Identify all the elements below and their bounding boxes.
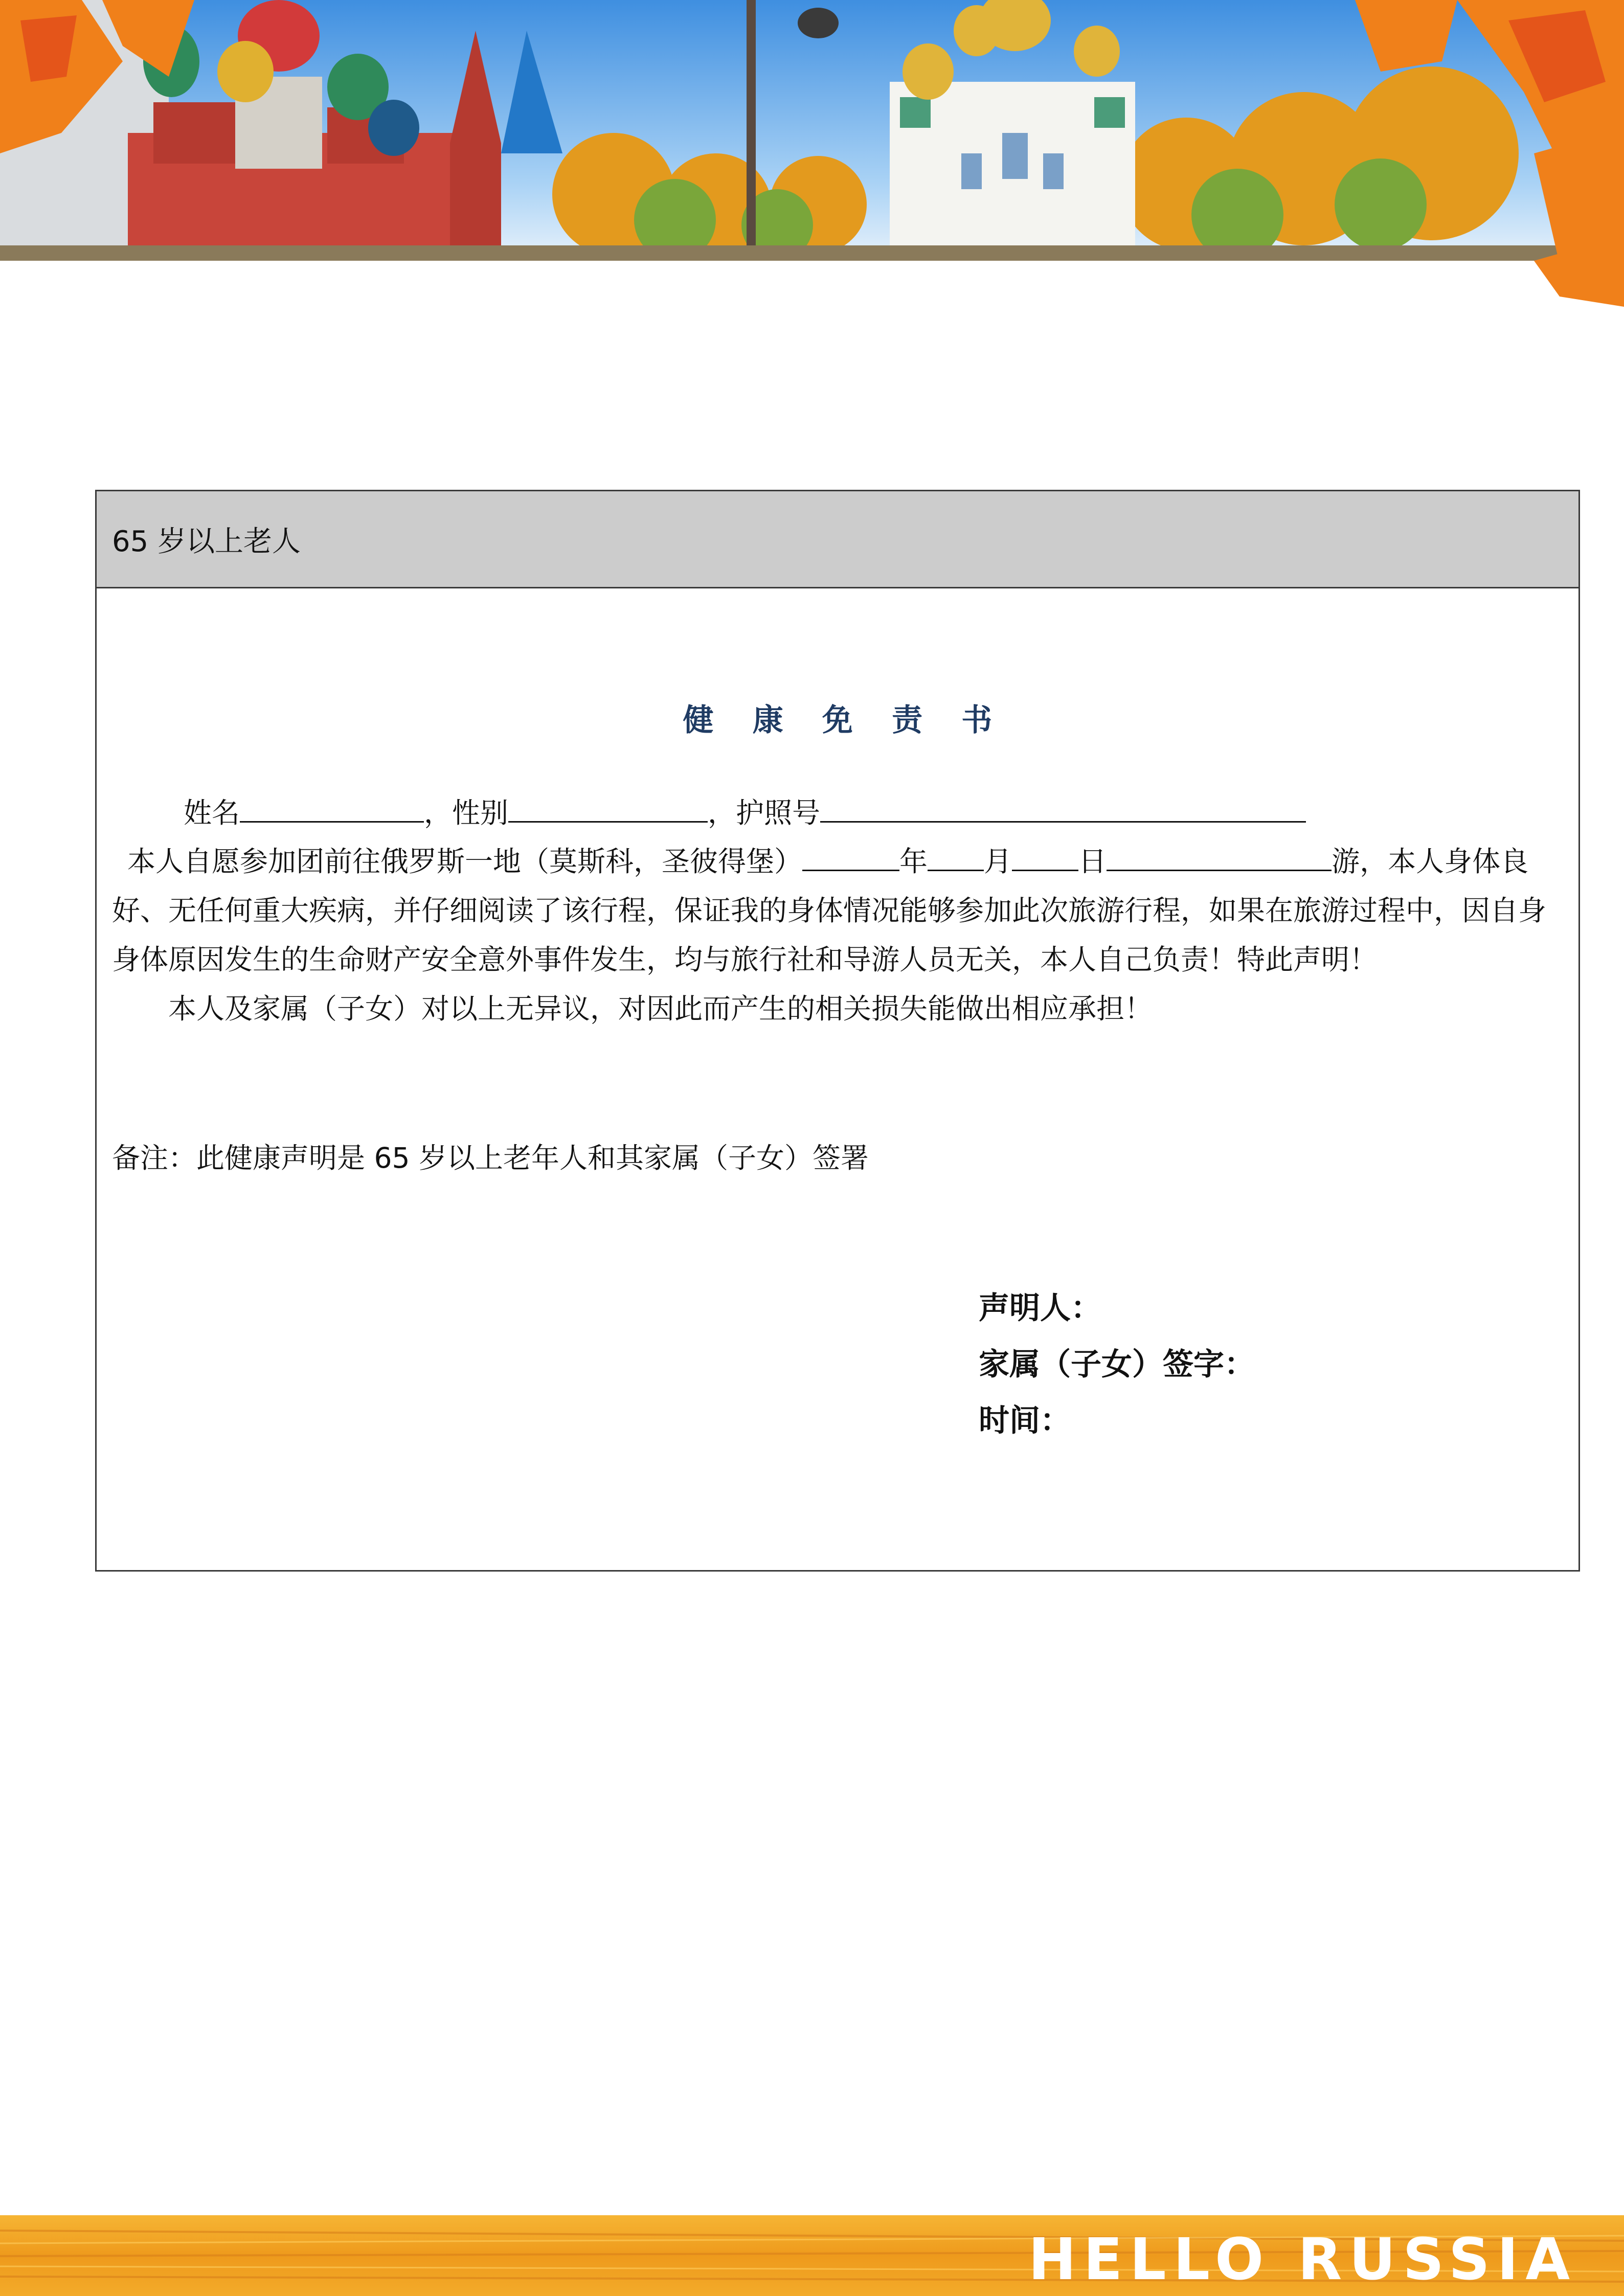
health-statement-line-3: 身体原因发生的生命财产安全意外事件发生，均与旅行社和导游人员无关，本人自己负责！特此声明！	[112, 943, 1378, 976]
health-statement-start: 游，本人身体良	[1332, 845, 1529, 878]
month-field[interactable]	[928, 847, 984, 871]
personal-info-line	[184, 790, 1306, 831]
gender-label: ，性别	[424, 797, 509, 829]
form-header-label: 65 岁以上老人	[112, 525, 301, 558]
date-signature-label[interactable]: 时间：	[979, 1403, 1071, 1439]
passport-label: ，护照号	[708, 797, 821, 829]
gender-field[interactable]	[508, 799, 708, 823]
document-title	[97, 696, 1578, 740]
month-label: 月	[984, 845, 1012, 878]
banner-illustration	[0, 0, 1624, 307]
title-char: 健	[683, 702, 714, 738]
declarant-signature-label[interactable]: 声明人：	[979, 1290, 1101, 1326]
title-char: 责	[892, 702, 923, 738]
title-char: 书	[961, 702, 993, 738]
travel-date-line	[127, 839, 1528, 879]
year-field[interactable]	[802, 847, 899, 871]
passport-field[interactable]	[820, 799, 1306, 823]
footer-banner	[0, 2215, 1624, 2296]
tour-field[interactable]	[1107, 847, 1332, 871]
family-signature-label[interactable]: 家属（子女）签字：	[979, 1347, 1255, 1382]
day-label: 日	[1078, 845, 1107, 878]
lamp-post	[747, 0, 756, 261]
hello-russia-text: HELLO RUSSIA	[1028, 2226, 1577, 2293]
health-waiver-form	[95, 490, 1580, 1572]
trip-description: 本人自愿参加团前往俄罗斯一地（莫斯科，圣彼得堡）	[127, 845, 803, 878]
day-field[interactable]	[1012, 847, 1078, 871]
health-statement-line-2: 好、无任何重大疾病，并仔细阅读了该行程，保证我的身体情况能够参加此次旅游行程，如果在旅游过程中，因自身	[112, 894, 1547, 927]
title-char: 免	[822, 702, 853, 738]
title-char: 康	[752, 702, 783, 738]
header-banner	[0, 0, 1624, 307]
year-label: 年	[899, 845, 928, 878]
family-consent-text: 本人及家属（子女）对以上无异议，对因此而产生的相关损失能做出相应承担！	[168, 992, 1153, 1025]
form-header	[97, 491, 1578, 588]
name-label: 姓名	[184, 797, 240, 829]
note-text: 备注：此健康声明是 65 岁以上老年人和其家属（子女）签署	[112, 1142, 869, 1174]
name-field[interactable]	[240, 799, 424, 823]
